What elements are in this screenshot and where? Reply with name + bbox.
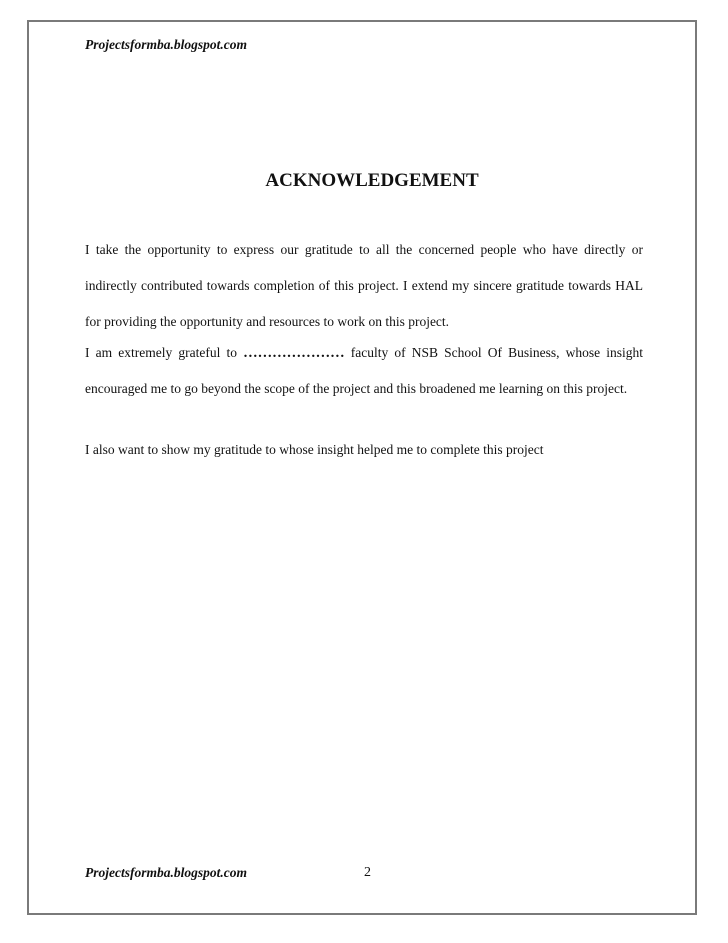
paragraph-2-before: I am extremely grateful to <box>85 345 244 360</box>
paragraph-2-after: faculty of NSB School Of Business, whose insight encouraged me to go beyond the scope of the project and this broadened me learning on this project. <box>85 345 643 396</box>
paragraph-2 <box>85 335 643 407</box>
page-title: ACKNOWLEDGEMENT <box>265 170 479 191</box>
paragraph-3-text: I also want to show my gratitude to whose insight helped me to complete this project <box>85 442 544 457</box>
page-number: 2 <box>364 865 371 880</box>
paragraph-2-text <box>85 335 643 407</box>
placeholder-dots: ………………… <box>243 345 345 361</box>
paragraph-3 <box>85 432 643 468</box>
paragraph-1-text: I take the opportunity to express our gratitude to all the concerned people who have directly or indirectly contributed towards completion of this project. I extend my sincere gratitude towards HAL for providing the opportunity and resources to work on this project. <box>85 242 643 329</box>
footer-text: Projectsformba.blogspot.com <box>85 865 247 880</box>
header-text: Projectsformba.blogspot.com <box>85 37 247 52</box>
paragraph-1 <box>85 232 643 340</box>
